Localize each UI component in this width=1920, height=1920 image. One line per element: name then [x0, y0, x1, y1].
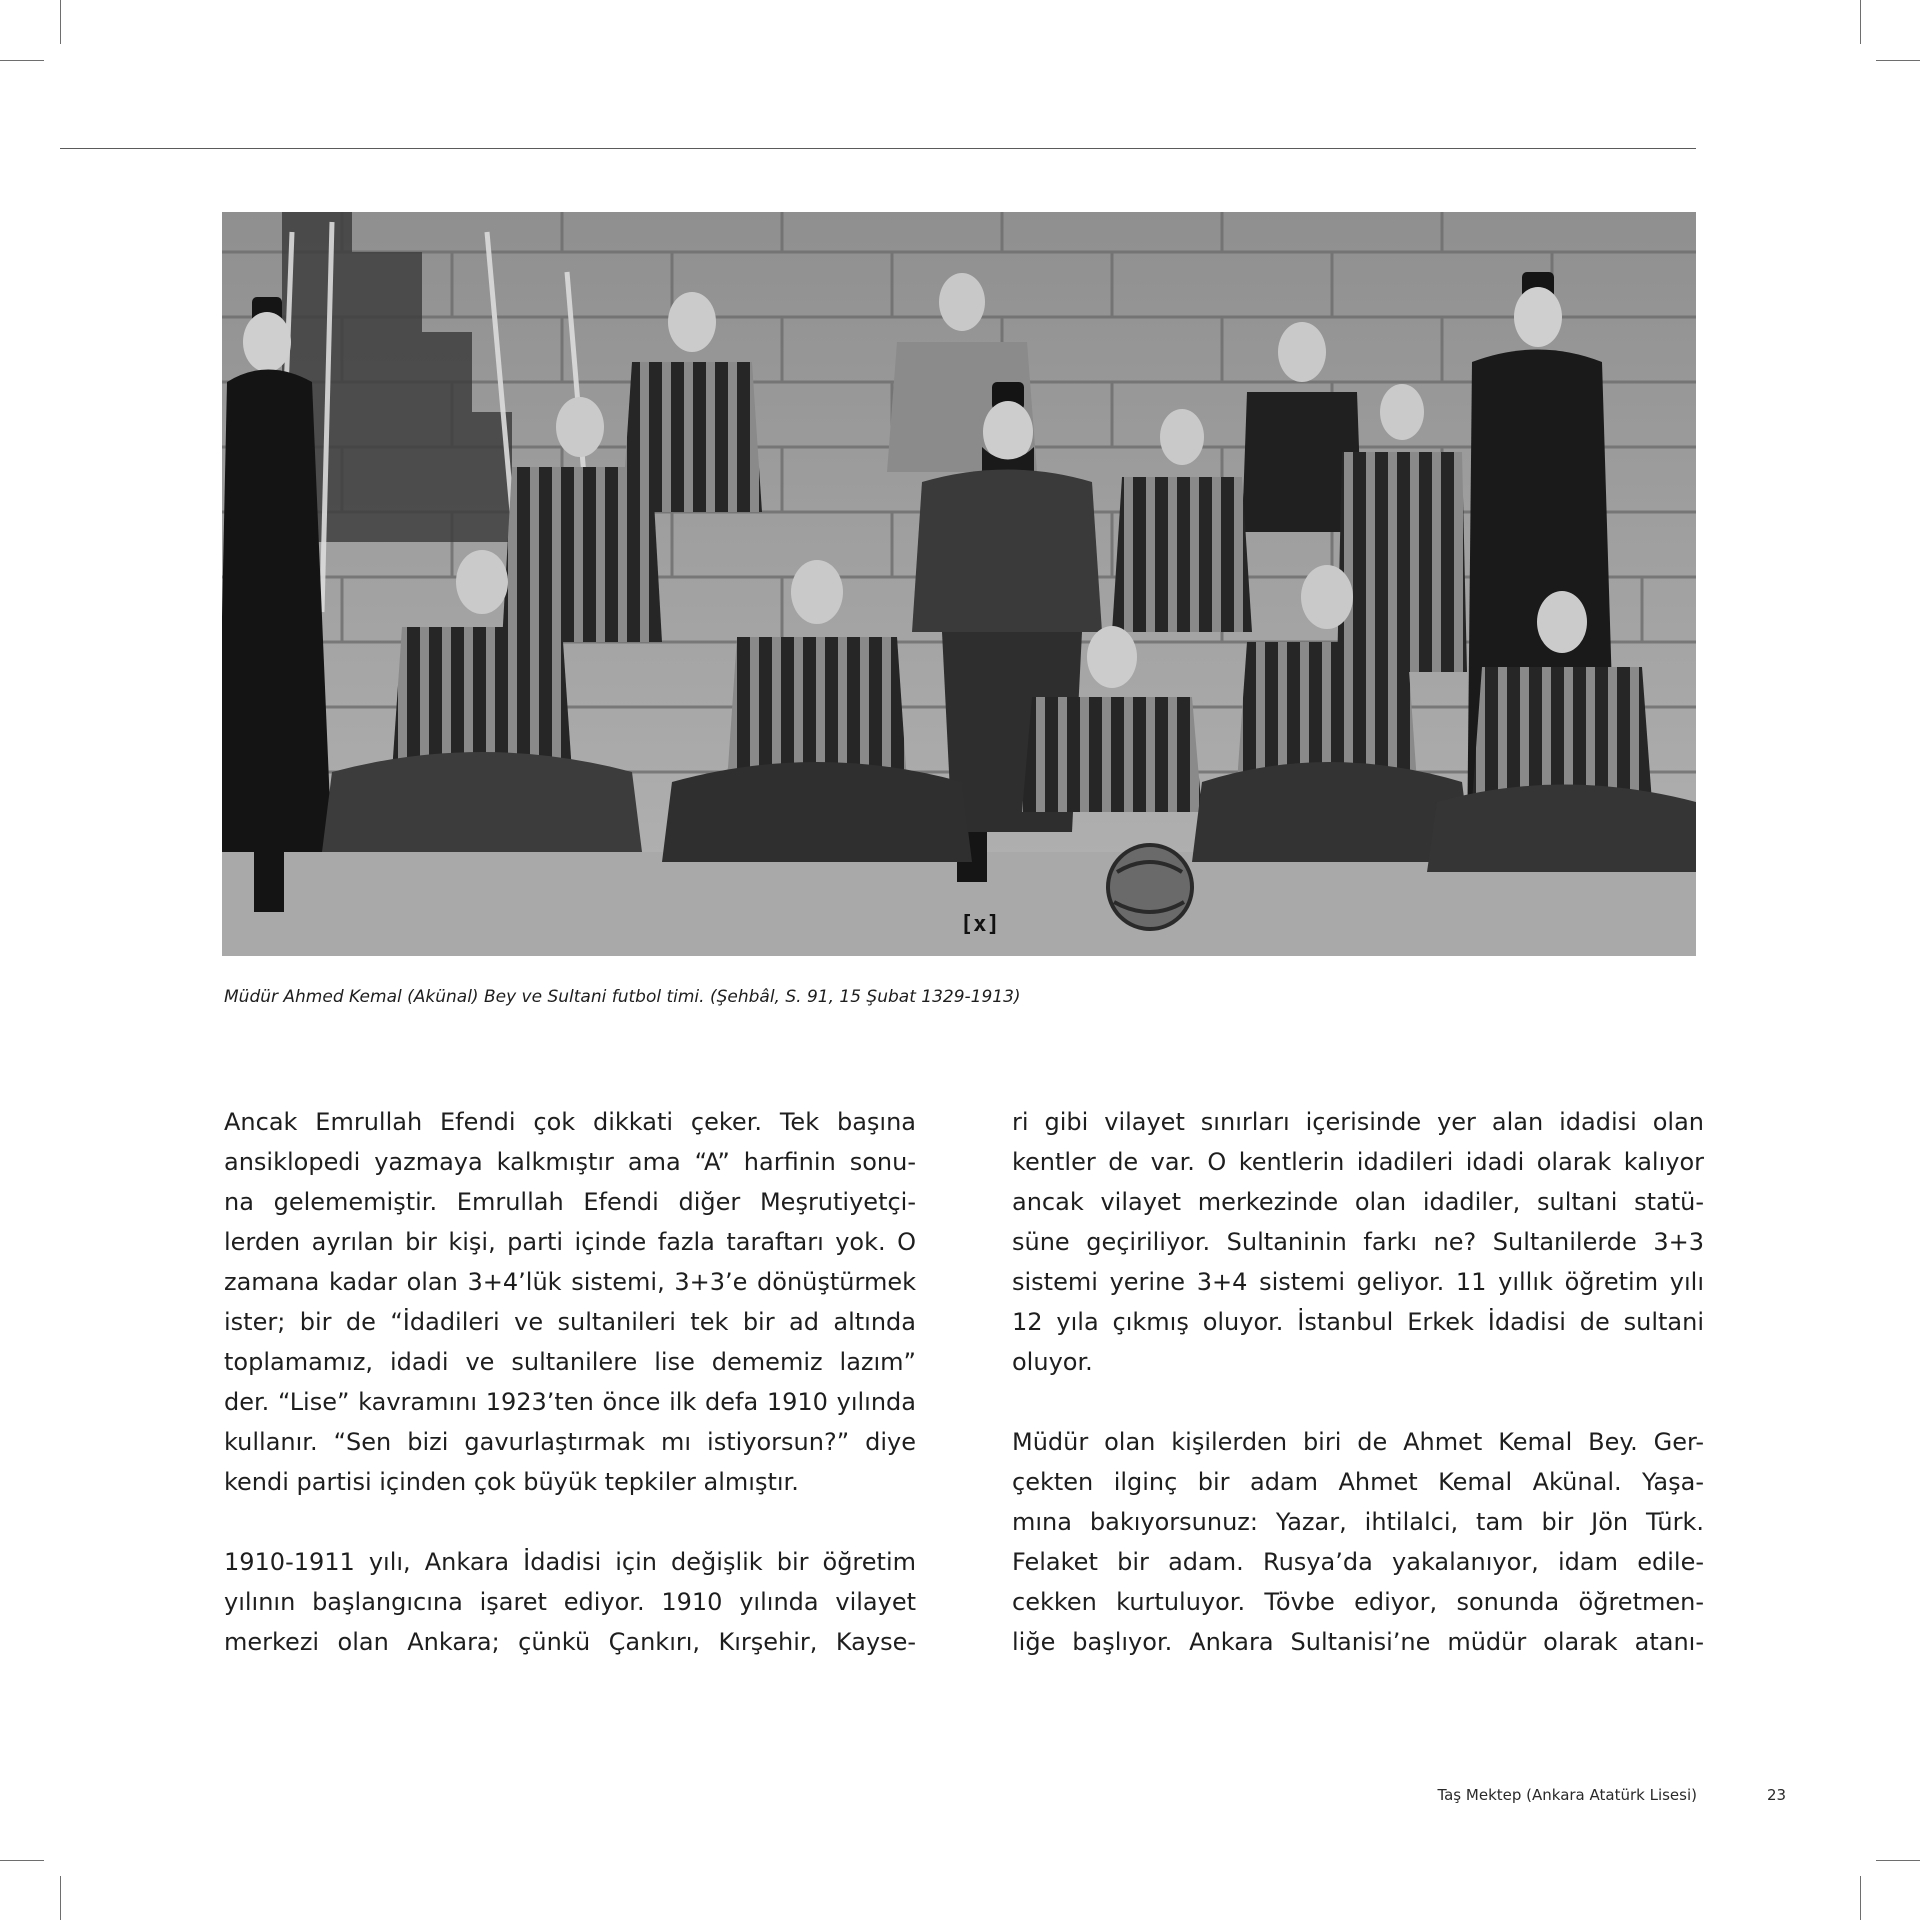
crop-mark-bottom-left-vertical: [60, 1876, 61, 1920]
text-line: merkezi olan Ankara; çünkü Çankırı, Kırşehir, Kayse-: [224, 1628, 916, 1656]
crop-mark-top-right-horizontal: [1876, 60, 1920, 61]
left-paragraph-2: [224, 1542, 916, 1662]
text-line: ancak vilayet merkezinde olan idadiler, sultani statü-: [1012, 1188, 1704, 1216]
right-column: [1012, 1102, 1704, 1662]
text-line: oluyor.: [1012, 1348, 1093, 1376]
text-line: yılının başlangıcına işaret ediyor. 1910 yılında vilayet: [224, 1588, 916, 1616]
photo-caption: Müdür Ahmed Kemal (Akünal) Bey ve Sultani futbol timi. (Şehbâl, S. 91, 15 Şubat 1329-1913): [224, 987, 1021, 1007]
text-line: kendi partisi içinden çok büyük tepkiler almıştır.: [224, 1468, 799, 1496]
text-line: ansiklopedi yazmaya kalkmıştır ama “A” harfinin sonu-: [224, 1148, 916, 1176]
crop-mark-bottom-right-horizontal: [1876, 1860, 1920, 1861]
text-line: sistemi yerine 3+4 sistemi geliyor. 11 yıllık öğretim yılı: [1012, 1268, 1704, 1296]
crop-mark-bottom-left-horizontal: [0, 1860, 44, 1861]
team-photo: [222, 212, 1696, 956]
text-line: süne geçiriliyor. Sultaninin farkı ne? Sultanilerde 3+3: [1012, 1228, 1704, 1256]
text-line: na gelememiştir. Emrullah Efendi diğer Meşrutiyetçi-: [224, 1188, 916, 1216]
page-number: 23: [1767, 1786, 1787, 1804]
left-paragraph-1: [224, 1102, 916, 1502]
crop-mark-bottom-right-vertical: [1860, 1876, 1861, 1920]
header-rule: [60, 148, 1696, 149]
text-line: toplamamız, idadi ve sultanilere lise dememiz lazım”: [224, 1348, 916, 1376]
right-paragraph-1: [1012, 1102, 1704, 1382]
text-line: kentler de var. O kentlerin idadileri idadi olarak kalıyor: [1012, 1148, 1704, 1176]
crop-mark-top-right-vertical: [1860, 0, 1861, 44]
right-paragraph-2: [1012, 1422, 1704, 1662]
photo-mark: [x]: [960, 912, 1000, 937]
text-line: ri gibi vilayet sınırları içerisinde yer alan idadisi olan: [1012, 1108, 1704, 1136]
text-line: liğe başlıyor. Ankara Sultanisi’ne müdür olarak atanı-: [1012, 1628, 1704, 1656]
text-line: zamana kadar olan 3+4’lük sistemi, 3+3’e dönüştürmek: [224, 1268, 916, 1296]
left-column: [224, 1102, 916, 1662]
text-line: 1910-1911 yılı, Ankara İdadisi için değişlik bir öğretim: [224, 1548, 916, 1576]
crop-mark-top-left-horizontal: [0, 60, 44, 61]
crop-mark-top-left-vertical: [60, 0, 61, 44]
text-line: mına bakıyorsunuz: Yazar, ihtilalci, tam bir Jön Türk.: [1012, 1508, 1704, 1536]
text-line: kullanır. “Sen bizi gavurlaştırmak mı istiyorsun?” diye: [224, 1428, 916, 1456]
running-footer-title: Taş Mektep (Ankara Atatürk Lisesi): [1437, 1786, 1697, 1804]
text-line: 12 yıla çıkmış oluyor. İstanbul Erkek İdadisi de sultani: [1012, 1308, 1704, 1336]
text-line: ister; bir de “İdadileri ve sultanileri tek bir ad altında: [224, 1308, 916, 1336]
text-line: lerden ayrılan bir kişi, parti içinde fazla taraftarı yok. O: [224, 1228, 916, 1256]
text-line: der. “Lise” kavramını 1923’ten önce ilk defa 1910 yılında: [224, 1388, 916, 1416]
text-line: Müdür olan kişilerden biri de Ahmet Kemal Bey. Ger-: [1012, 1428, 1704, 1456]
text-line: cekken kurtuluyor. Tövbe ediyor, sonunda öğretmen-: [1012, 1588, 1704, 1616]
text-line: çekten ilginç bir adam Ahmet Kemal Akünal. Yaşa-: [1012, 1468, 1704, 1496]
text-line: Ancak Emrullah Efendi çok dikkati çeker. Tek başına: [224, 1108, 916, 1136]
text-line: Felaket bir adam. Rusya’da yakalanıyor, idam edile-: [1012, 1548, 1704, 1576]
